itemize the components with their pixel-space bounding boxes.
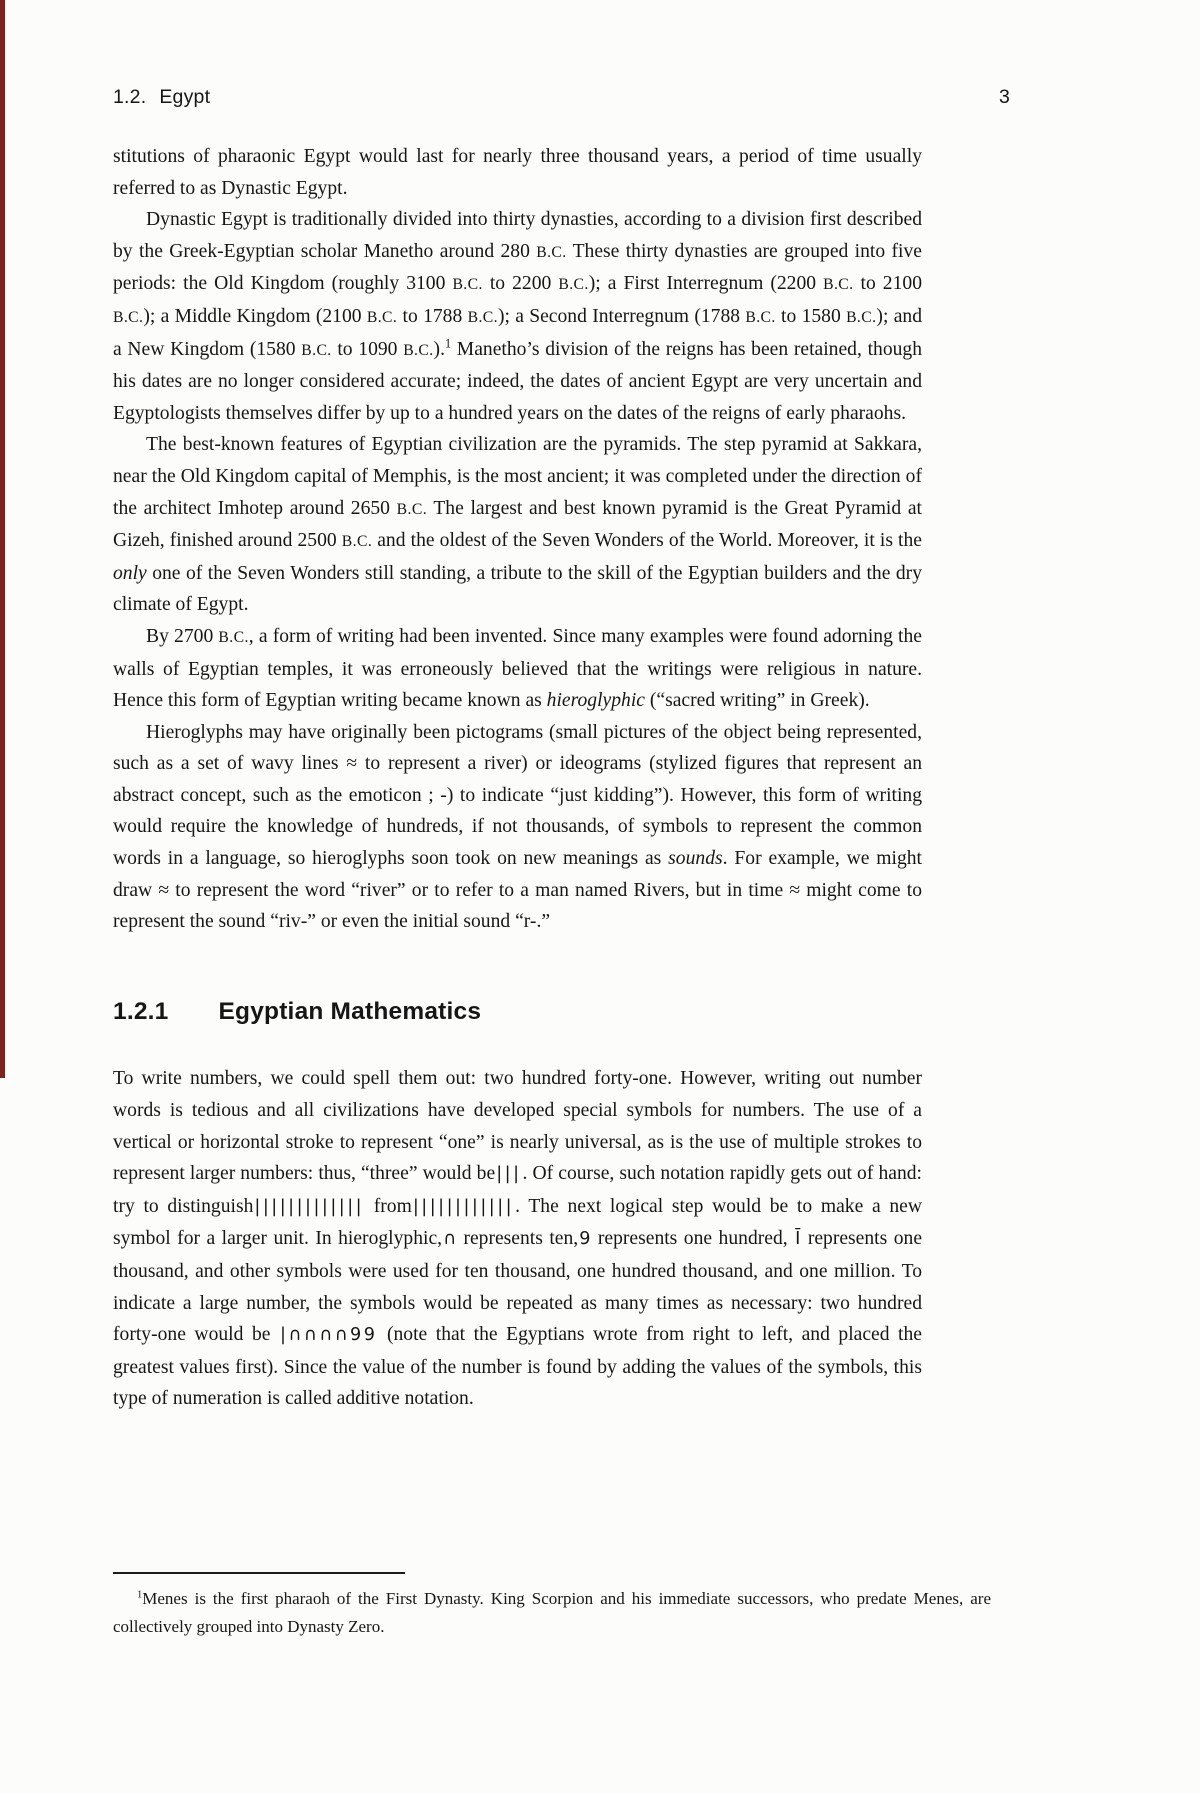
hieroglyph-thousand-symbol: Ī bbox=[795, 1229, 801, 1250]
text-run: To write numbers, we could spell them out: two hundred forty-one. However, writing out number words is tedious and all civilizations have developed special symbols for numbers. The use of a vertical or horizontal stroke to represent “one” is nearly universal, as is the use of multiple strokes to represent larger numbers: thus, “three” would be bbox=[113, 1068, 922, 1185]
text-run: By 2700 bbox=[146, 625, 219, 647]
text-run: B.C. bbox=[558, 276, 589, 294]
paragraph bbox=[113, 204, 922, 429]
running-head bbox=[113, 86, 1010, 109]
hieroglyph-241: |∩∩∩∩99 bbox=[279, 1325, 378, 1346]
text-run: (“sacred writing” in Greek). bbox=[644, 690, 870, 712]
section-heading-number: 1.2.1 bbox=[113, 997, 169, 1025]
running-head-section-number: 1.2. bbox=[113, 86, 147, 108]
text-run: represents one thousand, and other symbols were used for ten thousand, one hundred thousand, and one million. To indicate a large number, the symbols would be repeated as many times as necessary: two hundred forty-one would be bbox=[113, 1228, 923, 1346]
text-run: . For example, we might draw ≈ to represent the word “river” or to refer to a man named Rivers, but in time ≈ might come to represent the sound “riv-” or even the initial sound “r-.” bbox=[113, 848, 923, 933]
text-run: The largest and best known pyramid is the Great Pyramid at Gizeh, finished around 2500 bbox=[113, 497, 922, 552]
text-run: B.C. bbox=[218, 628, 249, 646]
text-run: B.C. bbox=[452, 276, 483, 294]
text-run: These thirty dynasties are grouped into five periods: the Old Kingdom (roughly 3100 bbox=[113, 240, 922, 295]
text-run: , a form of writing had been invented. Since many examples were found adorning the walls of Egyptian temples, it was erroneously believed that the writings were religious in nature. Hence this form of Egyptian writing became known as bbox=[113, 625, 922, 712]
text-run: ). bbox=[433, 338, 445, 360]
text-run: B.C. bbox=[341, 533, 373, 551]
text-run: B.C. bbox=[846, 308, 877, 326]
body-text bbox=[113, 141, 922, 1415]
text-run: Hieroglyphs may have originally been pictograms (small pictures of the object being represented, such as a set of wavy lines ≈ to represent a river) or ideograms (stylized figures that represent an abstract concept, such as the emoticon ; -) to indicate “just kidding”). However, this form of writing would require the knowledge of hundreds, if not thousands, of symbols to represent the common words in a language, so hieroglyphs soon took on new meanings as bbox=[113, 721, 922, 870]
text-run: represents ten, bbox=[456, 1228, 579, 1250]
text-run: B.C. bbox=[366, 308, 398, 326]
text-run: to 1090 bbox=[331, 338, 404, 360]
text-run: sounds bbox=[668, 848, 723, 870]
text-run: B.C. bbox=[536, 243, 567, 261]
footnote-block bbox=[113, 1572, 991, 1640]
text-run: to 1788 bbox=[397, 305, 468, 327]
hieroglyph-hundred-symbol: 9 bbox=[579, 1229, 591, 1250]
text-run: represents one hundred, bbox=[591, 1228, 795, 1250]
footnote-marker: 1 bbox=[444, 336, 452, 351]
paragraph bbox=[113, 141, 922, 204]
text-run: Dynastic Egypt is traditionally divided into thirty dynasties, according to a division first described by the Greek-Egyptian scholar Manetho around 280 bbox=[113, 209, 922, 262]
footnote-rule bbox=[113, 1572, 405, 1574]
text-run: The best-known features of Egyptian civilization are the pyramids. The step pyramid at Sakkara, near the Old Kingdom capital of Memphis, is the most ancient; it was completed under the direction of the architect Imhotep around 2650 bbox=[113, 434, 922, 519]
text-run: B.C. bbox=[113, 308, 144, 326]
footnote-marker: 1 bbox=[137, 1589, 143, 1601]
text-run: . The next logical step would be to make a new symbol for a larger unit. In hieroglyphic, bbox=[113, 1195, 922, 1250]
text-run: only bbox=[113, 562, 147, 584]
text-run: stitutions of pharaonic Egypt would last for nearly three thousand years, a period of time usually referred to as Dynastic Egypt. bbox=[113, 146, 922, 199]
text-run: from bbox=[365, 1195, 412, 1217]
text-run: B.C. bbox=[745, 308, 776, 326]
text-run: Menes is the first pharaoh of the First Dynasty. King Scorpion and his immediate successors, who predate Menes, are collectively grouped into Dynasty Zero. bbox=[113, 1589, 991, 1636]
hieroglyph-twelve-strokes: |||||||||||| bbox=[412, 1196, 515, 1217]
footnote-text bbox=[113, 1585, 991, 1640]
text-run: (note that the Egyptians wrote from right to left, and placed the greatest values first). Since the value of the number is found by adding the values of the symbols, this type of numeration is called additive notation. bbox=[113, 1324, 922, 1410]
hieroglyph-thirteen-strokes: ||||||||||||| bbox=[254, 1196, 365, 1217]
text-run: B.C. bbox=[396, 500, 428, 518]
text-run: ); and a New Kingdom (1580 bbox=[113, 305, 922, 360]
page-number: 3 bbox=[998, 86, 1010, 108]
running-head-section-title: Egypt bbox=[159, 86, 211, 108]
text-run: B.C. bbox=[403, 341, 434, 359]
section-heading-title: Egyptian Mathematics bbox=[218, 997, 482, 1025]
paragraph bbox=[113, 717, 922, 938]
section-heading bbox=[113, 996, 922, 1028]
text-run: ); a Middle Kingdom (2100 bbox=[143, 305, 367, 327]
paragraph bbox=[113, 621, 922, 717]
text-run: Manetho’s division of the reigns has been retained, though his dates are no longer considered accurate; indeed, the dates of ancient Egypt are very uncertain and Egyptologists themselves differ by up to a hundred years on the dates of the reigns of early pharaohs. bbox=[113, 338, 923, 424]
text-run: hieroglyphic bbox=[546, 690, 645, 712]
text-run: ); a Second Interregnum (1788 bbox=[497, 305, 746, 327]
paragraph bbox=[113, 429, 922, 621]
text-run: to 2100 bbox=[853, 273, 922, 295]
text-run: B.C. bbox=[823, 276, 854, 294]
paragraph bbox=[113, 1063, 922, 1415]
text-run: B.C. bbox=[467, 308, 498, 326]
text-run: and the oldest of the Seven Wonders of the World. Moreover, it is the bbox=[372, 530, 922, 552]
page-left-edge-shadow bbox=[0, 0, 5, 1078]
text-run: one of the Seven Wonders still standing, a tribute to the skill of the Egyptian builders and the dry climate of Egypt. bbox=[113, 562, 922, 616]
hieroglyph-three-strokes: ||| bbox=[496, 1164, 522, 1185]
text-run: ); a First Interregnum (2200 bbox=[588, 273, 824, 295]
text-run: B.C. bbox=[301, 341, 332, 359]
hieroglyph-ten-symbol: ∩ bbox=[443, 1229, 456, 1250]
text-run: to 2200 bbox=[482, 273, 559, 295]
text-run: to 1580 bbox=[775, 305, 847, 327]
text-run: . Of course, such notation rapidly gets out of hand: try to distinguish bbox=[113, 1163, 922, 1217]
